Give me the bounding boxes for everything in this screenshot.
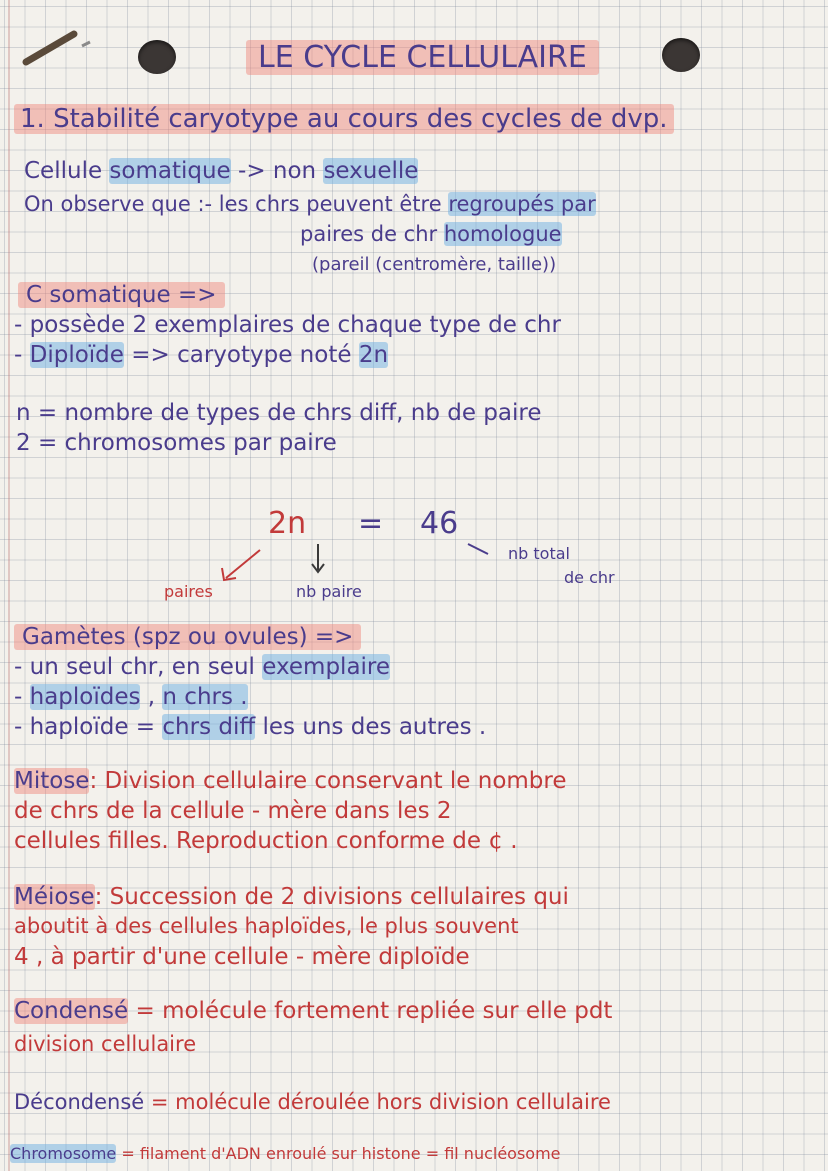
mitose-line-2: de chrs de la cellule - mère dans les 2 xyxy=(14,798,452,824)
highlight-n: n chrs . xyxy=(162,684,248,710)
text: = molécule déroulée hors division cellulaire xyxy=(150,1090,611,1114)
text: , xyxy=(147,684,156,710)
formula-note-total-1: nb total xyxy=(508,544,570,563)
meiose-line-1 xyxy=(14,884,569,910)
condense-line-2: division cellulaire xyxy=(14,1032,197,1056)
text: Cellule xyxy=(24,158,103,184)
text: = filament d'ADN enroulé sur histone = fil nucléosome xyxy=(121,1144,561,1163)
highlight-homologue: homologue xyxy=(443,222,562,246)
meiose-label: Méiose xyxy=(14,884,95,910)
c-somatique-label: C somatique => xyxy=(18,282,225,308)
text: : Division cellulaire conservant le nombre xyxy=(89,768,567,794)
condense-line-1 xyxy=(14,998,612,1024)
somatic-line-4: (pareil (centromère, taille)) xyxy=(312,254,557,275)
meiose-line-3: 4 , à partir d'une cellule - mère diploïde xyxy=(14,944,470,970)
highlight-haploides: haploïdes xyxy=(29,684,141,710)
gametes-item-3 xyxy=(14,714,486,740)
highlight-sexuelle: sexuelle xyxy=(323,158,419,184)
formula-note-nb-paire: nb paire xyxy=(296,582,362,601)
binder-hole-right xyxy=(662,38,700,72)
condense-label: Condensé xyxy=(14,998,129,1024)
c-somatique-item-1: - possède 2 exemplaires de chaque type de chr xyxy=(14,312,561,338)
mitose-label: Mitose xyxy=(14,768,90,794)
highlight-somatique: somatique xyxy=(109,158,231,184)
formula-equals: = xyxy=(358,506,384,541)
somatic-line-2 xyxy=(24,192,596,216)
somatic-line-3 xyxy=(300,222,562,246)
definition-2: 2 = chromosomes par paire xyxy=(16,430,337,456)
formula-rhs: 46 xyxy=(420,506,459,541)
chromosome-label: Chromosome xyxy=(10,1144,117,1163)
gametes-item-2 xyxy=(14,684,248,710)
page-title: LE CYCLE CELLULAIRE xyxy=(246,40,599,75)
text: : Succession de 2 divisions cellulaires qui xyxy=(94,884,569,910)
somatic-line-1 xyxy=(24,158,418,184)
gametes-item-1 xyxy=(14,654,390,680)
formula-note-total-2: de chr xyxy=(564,568,615,587)
decondense-line xyxy=(14,1090,611,1114)
decondense-label: Décondensé xyxy=(14,1090,145,1114)
definition-n: n = nombre de types de chrs diff, nb de paire xyxy=(16,400,542,426)
text: => caryotype noté xyxy=(131,342,352,368)
formula-note-pairs: paires xyxy=(164,582,213,601)
pencil-mark xyxy=(20,22,100,72)
section-heading: 1. Stabilité caryotype au cours des cycles de dvp. xyxy=(14,104,674,134)
highlight-exemplaire: exemplaire xyxy=(262,654,391,680)
mitose-line-3: cellules filles. Reproduction conforme de ¢ . xyxy=(14,828,518,854)
formula-lhs: 2n xyxy=(268,506,307,541)
text: - xyxy=(14,342,23,368)
text: - haploïde = xyxy=(14,714,156,740)
margin-line xyxy=(8,0,10,1171)
highlight-chrs-diff: chrs diff xyxy=(162,714,256,740)
text: les uns des autres . xyxy=(262,714,487,740)
text: - xyxy=(14,684,23,710)
text: - un seul chr, en seul xyxy=(14,654,255,680)
text: -> non xyxy=(238,158,317,184)
text: = molécule fortement repliée sur elle pdt xyxy=(135,998,613,1024)
mitose-line-1 xyxy=(14,768,567,794)
highlight-regroupes: regroupés par xyxy=(448,192,596,216)
meiose-line-2: aboutit à des cellules haploïdes, le plus souvent xyxy=(14,914,519,938)
c-somatique-item-2 xyxy=(14,342,388,368)
text: paires de chr xyxy=(300,222,438,246)
highlight-2n: 2n xyxy=(358,342,389,368)
text: On observe que :- les chrs peuvent être xyxy=(24,192,442,216)
chromosome-line xyxy=(10,1144,561,1163)
gametes-label: Gamètes (spz ou ovules) => xyxy=(14,624,361,650)
binder-hole-left xyxy=(138,40,176,74)
highlight-diploide: Diploïde xyxy=(29,342,124,368)
